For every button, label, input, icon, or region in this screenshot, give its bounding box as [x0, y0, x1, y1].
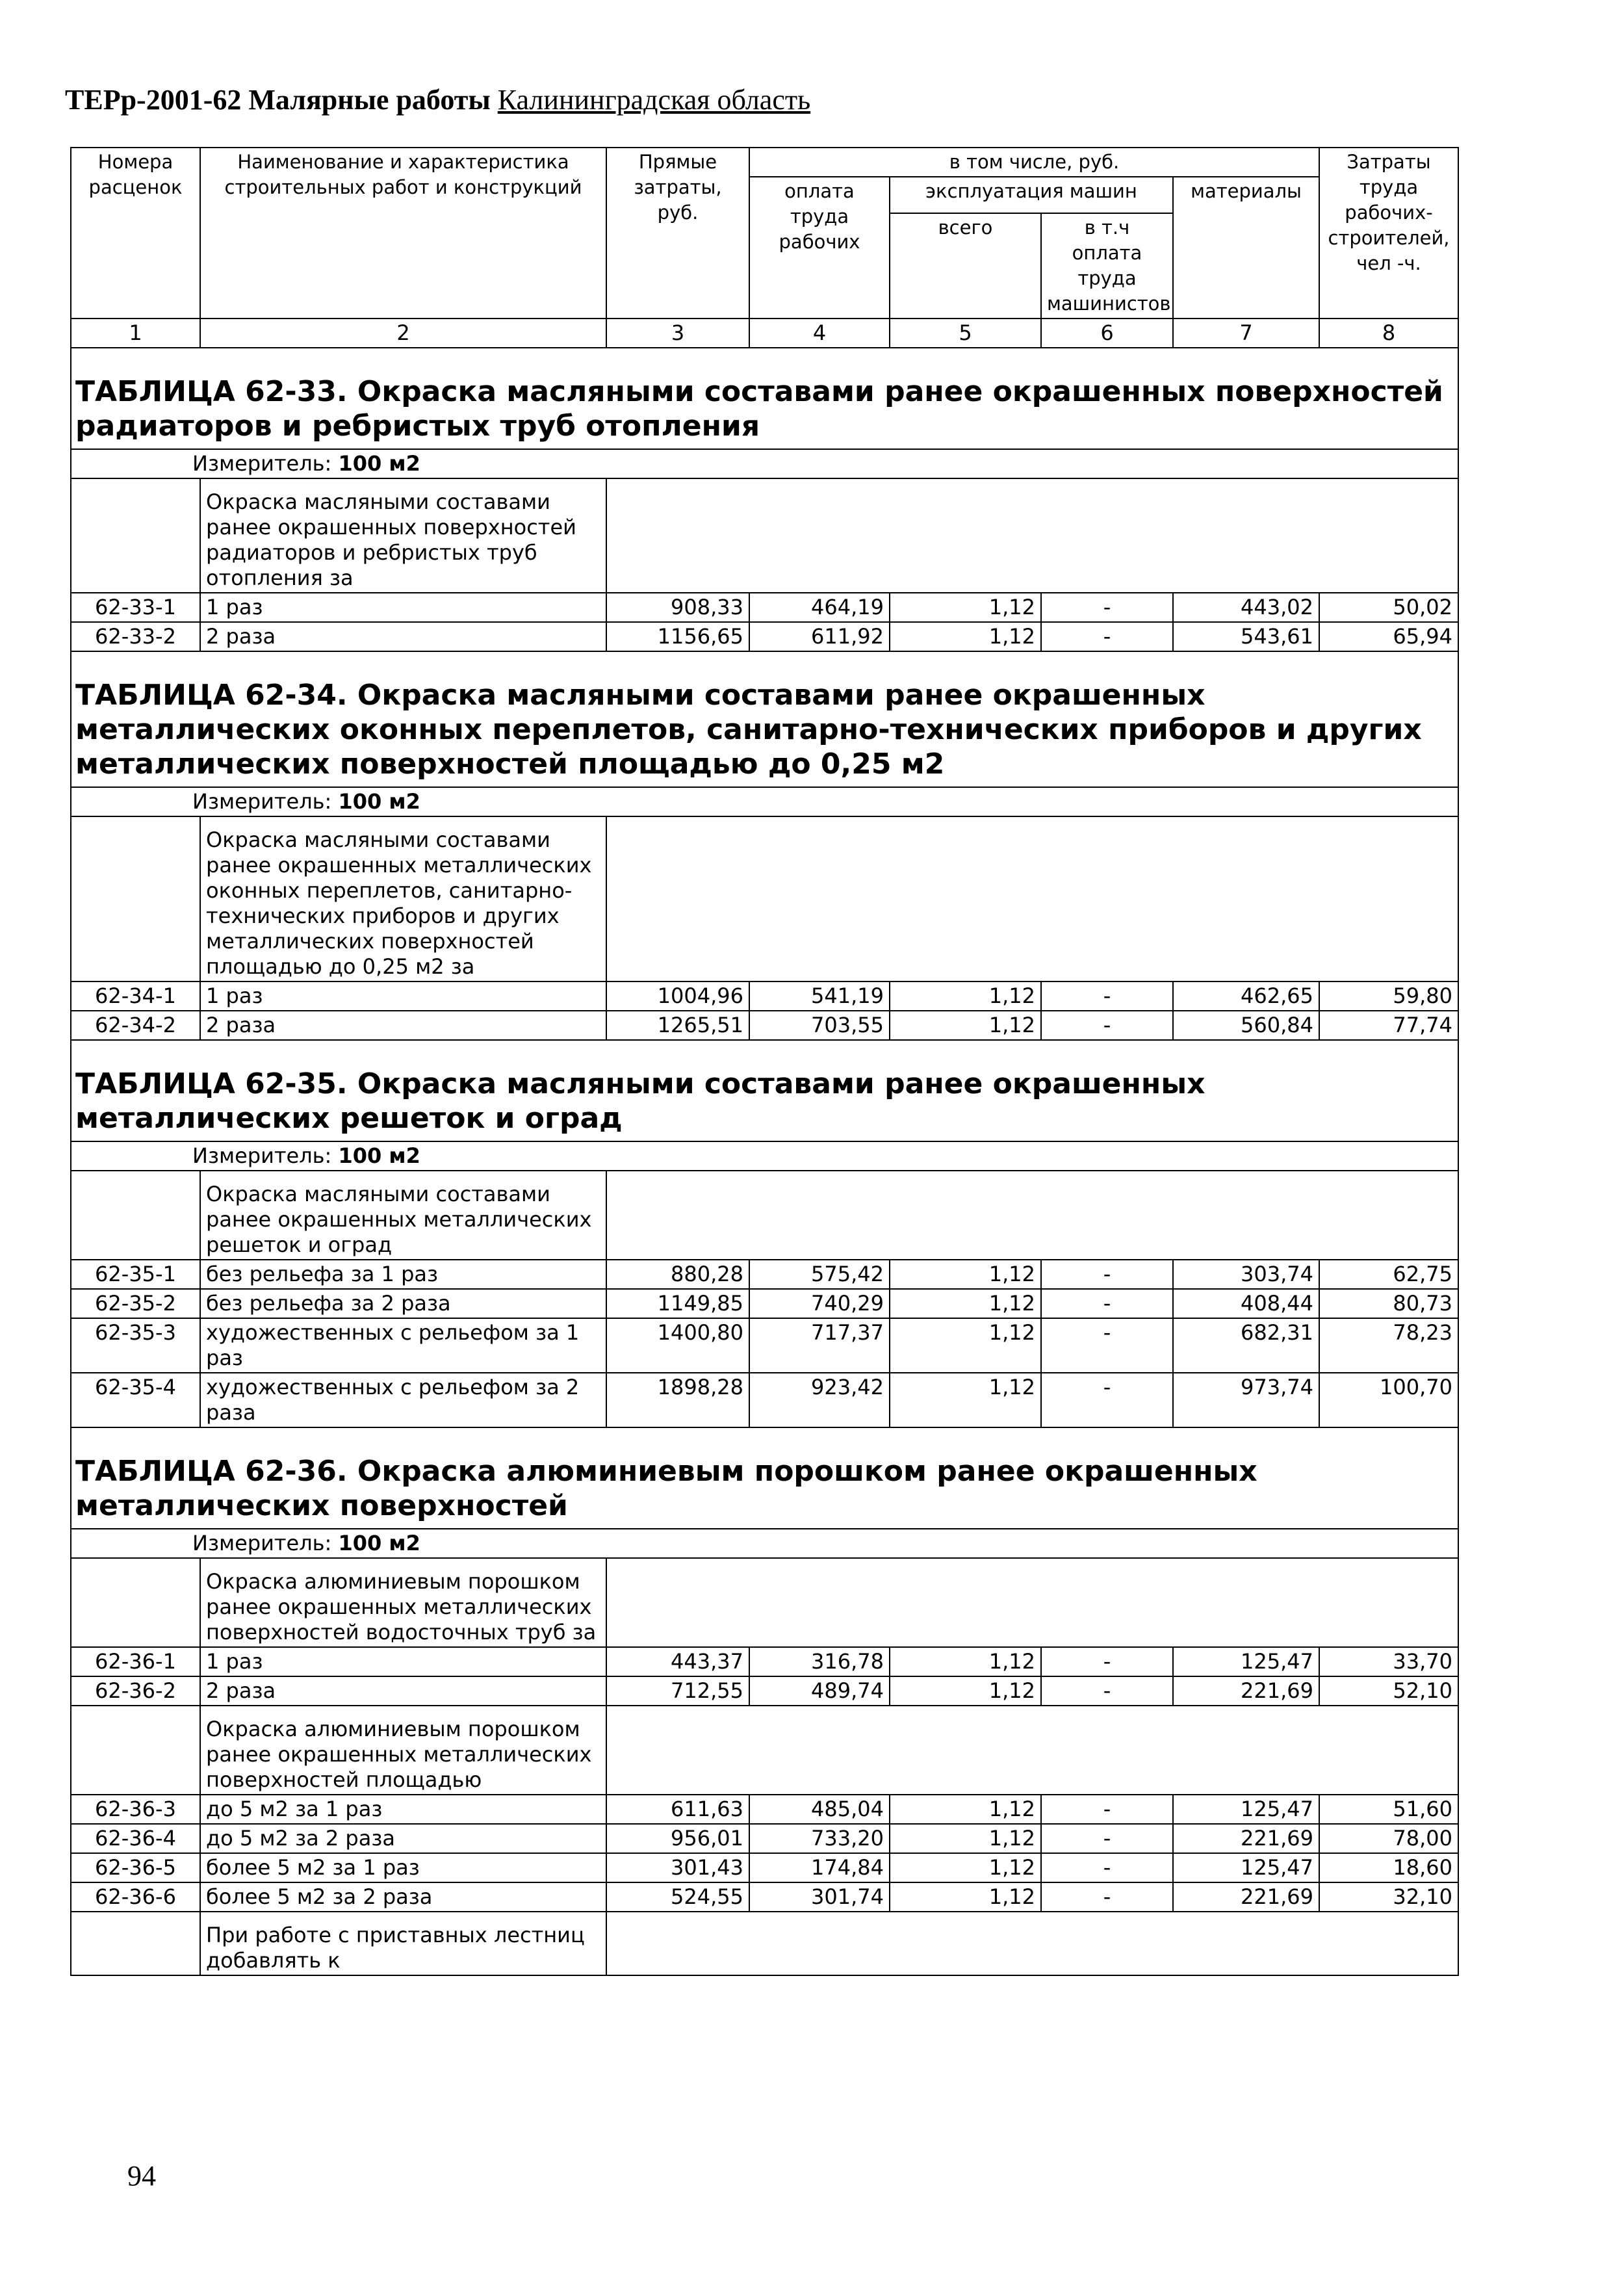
measure-value: 100 м2: [338, 1143, 420, 1168]
work-description: Окраска масляными составами ранее окрашенных металлических оконных переплетов, санитарно-технических приборов и других металлических поверхностей площадью до 0,25 м2 за: [200, 816, 606, 982]
section-title-row: [71, 1040, 1458, 1141]
column-number: 8: [1319, 318, 1458, 348]
operator-pay: -: [1041, 1260, 1173, 1289]
rate-code: 62-36-5: [71, 1853, 200, 1882]
direct-costs: 956,01: [606, 1824, 749, 1853]
worker-pay: 611,92: [749, 622, 890, 651]
machines-total: 1,12: [890, 1260, 1041, 1289]
table-row: [71, 1373, 1458, 1427]
section-title: ТАБЛИЦА 62-34. Окраска масляными составами ранее окрашенных металлических оконных переплетов, санитарно-технических приборов и других металлических поверхностей площадью до 0,25 м2: [71, 651, 1458, 787]
empty-cell: [606, 1912, 1458, 1975]
operator-pay: -: [1041, 1289, 1173, 1318]
labor-hours: 51,60: [1319, 1795, 1458, 1824]
page-number: 94: [127, 2160, 156, 2192]
empty-cell: [71, 1706, 200, 1795]
empty-cell: [606, 1171, 1458, 1260]
worker-pay: 485,04: [749, 1795, 890, 1824]
table-row: [71, 1882, 1458, 1912]
rate-code: 62-35-4: [71, 1373, 200, 1427]
rate-code: 62-36-3: [71, 1795, 200, 1824]
worker-pay: 923,42: [749, 1373, 890, 1427]
section-title: ТАБЛИЦА 62-36. Окраска алюминиевым порошком ранее окрашенных металлических поверхностей: [71, 1427, 1458, 1529]
rate-code: 62-35-2: [71, 1289, 200, 1318]
operator-pay: -: [1041, 593, 1173, 622]
direct-costs: 880,28: [606, 1260, 749, 1289]
operator-pay: -: [1041, 1647, 1173, 1676]
measure-row: [71, 449, 1458, 478]
table-row: [71, 1853, 1458, 1882]
operator-pay: -: [1041, 1824, 1173, 1853]
description-row: [71, 1558, 1458, 1647]
direct-costs: 611,63: [606, 1795, 749, 1824]
column-numbers-row: [71, 318, 1458, 348]
header-including-group: в том числе, руб.: [749, 148, 1319, 177]
materials: 221,69: [1173, 1824, 1319, 1853]
labor-hours: 52,10: [1319, 1676, 1458, 1706]
operator-pay: -: [1041, 1011, 1173, 1040]
rate-code: 62-36-6: [71, 1882, 200, 1912]
header-direct-costs: Прямые затраты, руб.: [606, 148, 749, 318]
machines-total: 1,12: [890, 1795, 1041, 1824]
rate-code: 62-36-1: [71, 1647, 200, 1676]
table-row: [71, 1318, 1458, 1373]
machines-total: 1,12: [890, 622, 1041, 651]
machines-total: 1,12: [890, 1853, 1041, 1882]
operator-pay: -: [1041, 1676, 1173, 1706]
materials: 303,74: [1173, 1260, 1319, 1289]
rate-name: более 5 м2 за 1 раз: [200, 1853, 606, 1882]
column-number: 7: [1173, 318, 1319, 348]
rate-name: 2 раза: [200, 1011, 606, 1040]
header-labor-hours: Затраты труда рабочих-строителей, чел -ч.: [1319, 148, 1458, 318]
machines-total: 1,12: [890, 1882, 1041, 1912]
worker-pay: 541,19: [749, 982, 890, 1011]
empty-cell: [606, 816, 1458, 982]
materials: 443,02: [1173, 593, 1319, 622]
empty-cell: [71, 816, 200, 982]
machines-total: 1,12: [890, 982, 1041, 1011]
column-number: 4: [749, 318, 890, 348]
measure-row: [71, 1529, 1458, 1558]
labor-hours: 18,60: [1319, 1853, 1458, 1882]
machines-total: 1,12: [890, 593, 1041, 622]
operator-pay: -: [1041, 1853, 1173, 1882]
header-codes: Номера расценок: [71, 148, 200, 318]
section-title: ТАБЛИЦА 62-33. Окраска масляными составами ранее окрашенных поверхностей радиаторов и ребристых труб отопления: [71, 348, 1458, 449]
materials: 973,74: [1173, 1373, 1319, 1427]
machines-total: 1,12: [890, 1011, 1041, 1040]
labor-hours: 100,70: [1319, 1373, 1458, 1427]
direct-costs: 1004,96: [606, 982, 749, 1011]
measure-unit: [71, 1141, 1458, 1171]
labor-hours: 32,10: [1319, 1882, 1458, 1912]
direct-costs: 443,37: [606, 1647, 749, 1676]
header-machines-total: всего: [890, 213, 1041, 318]
machines-total: 1,12: [890, 1676, 1041, 1706]
worker-pay: 489,74: [749, 1676, 890, 1706]
empty-cell: [606, 478, 1458, 593]
section-title-row: [71, 651, 1458, 787]
rate-name: 1 раз: [200, 982, 606, 1011]
measure-value: 100 м2: [338, 789, 420, 814]
labor-hours: 65,94: [1319, 622, 1458, 651]
measure-row: [71, 1141, 1458, 1171]
measure-label: Измеритель:: [192, 1143, 332, 1168]
column-number: 3: [606, 318, 749, 348]
rate-name: более 5 м2 за 2 раза: [200, 1882, 606, 1912]
measure-unit: [71, 449, 1458, 478]
measure-label: Измеритель:: [192, 451, 332, 476]
table-row: [71, 982, 1458, 1011]
worker-pay: 174,84: [749, 1853, 890, 1882]
empty-cell: [71, 1171, 200, 1260]
work-description: Окраска масляными составами ранее окрашенных металлических решеток и оград: [200, 1171, 606, 1260]
work-description: При работе с приставных лестниц добавлять к: [200, 1912, 606, 1975]
header-name: Наименование и характеристика строительных работ и конструкций: [200, 148, 606, 318]
direct-costs: 1265,51: [606, 1011, 749, 1040]
rate-code: 62-33-1: [71, 593, 200, 622]
direct-costs: 524,55: [606, 1882, 749, 1912]
table-row: [71, 1824, 1458, 1853]
operator-pay: -: [1041, 1795, 1173, 1824]
labor-hours: 33,70: [1319, 1647, 1458, 1676]
table-row: [71, 593, 1458, 622]
materials: 221,69: [1173, 1882, 1319, 1912]
table-row: [71, 1647, 1458, 1676]
materials: 125,47: [1173, 1647, 1319, 1676]
rate-code: 62-35-1: [71, 1260, 200, 1289]
table-row: [71, 1795, 1458, 1824]
worker-pay: 740,29: [749, 1289, 890, 1318]
direct-costs: 908,33: [606, 593, 749, 622]
description-row: [71, 1706, 1458, 1795]
materials: 125,47: [1173, 1853, 1319, 1882]
column-number: 1: [71, 318, 200, 348]
section-title-row: [71, 348, 1458, 449]
worker-pay: 733,20: [749, 1824, 890, 1853]
worker-pay: 575,42: [749, 1260, 890, 1289]
direct-costs: 1149,85: [606, 1289, 749, 1318]
direct-costs: 1898,28: [606, 1373, 749, 1427]
section-title-row: [71, 1427, 1458, 1529]
measure-row: [71, 787, 1458, 816]
table-row: [71, 1676, 1458, 1706]
worker-pay: 703,55: [749, 1011, 890, 1040]
rate-name: художественных с рельефом за 2 раза: [200, 1373, 606, 1427]
measure-unit: [71, 787, 1458, 816]
header-machines: эксплуатация машин: [890, 177, 1173, 213]
labor-hours: 50,02: [1319, 593, 1458, 622]
machines-total: 1,12: [890, 1373, 1041, 1427]
materials: 408,44: [1173, 1289, 1319, 1318]
materials: 543,61: [1173, 622, 1319, 651]
rate-name: 1 раз: [200, 593, 606, 622]
table-row: [71, 1260, 1458, 1289]
empty-cell: [71, 478, 200, 593]
materials: 682,31: [1173, 1318, 1319, 1373]
table-row: [71, 1011, 1458, 1040]
header-materials: материалы: [1173, 177, 1319, 318]
description-row: [71, 1171, 1458, 1260]
empty-cell: [71, 1912, 200, 1975]
machines-total: 1,12: [890, 1318, 1041, 1373]
rate-name: до 5 м2 за 2 раза: [200, 1824, 606, 1853]
column-number: 2: [200, 318, 606, 348]
column-number: 5: [890, 318, 1041, 348]
price-table: [70, 147, 1459, 1976]
machines-total: 1,12: [890, 1647, 1041, 1676]
worker-pay: 301,74: [749, 1882, 890, 1912]
labor-hours: 62,75: [1319, 1260, 1458, 1289]
rate-name: 2 раза: [200, 622, 606, 651]
work-description: Окраска алюминиевым порошком ранее окрашенных металлических поверхностей площадью: [200, 1706, 606, 1795]
operator-pay: -: [1041, 622, 1173, 651]
section-title: ТАБЛИЦА 62-35. Окраска масляными составами ранее окрашенных металлических решеток и оград: [71, 1040, 1458, 1141]
rate-code: 62-36-4: [71, 1824, 200, 1853]
measure-label: Измеритель:: [192, 1531, 332, 1555]
rate-name: до 5 м2 за 1 раз: [200, 1795, 606, 1824]
measure-value: 100 м2: [338, 1531, 420, 1555]
machines-total: 1,12: [890, 1824, 1041, 1853]
rate-name: без рельефа за 2 раза: [200, 1289, 606, 1318]
empty-cell: [606, 1558, 1458, 1647]
direct-costs: 301,43: [606, 1853, 749, 1882]
description-row: [71, 478, 1458, 593]
materials: 125,47: [1173, 1795, 1319, 1824]
rate-code: 62-36-2: [71, 1676, 200, 1706]
operator-pay: -: [1041, 1318, 1173, 1373]
measure-label: Измеритель:: [192, 789, 332, 814]
rate-name: 2 раза: [200, 1676, 606, 1706]
rate-code: 62-35-3: [71, 1318, 200, 1373]
materials: 462,65: [1173, 982, 1319, 1011]
direct-costs: 712,55: [606, 1676, 749, 1706]
document-title-region: Калининградская область: [497, 84, 811, 116]
machines-total: 1,12: [890, 1289, 1041, 1318]
work-description: Окраска масляными составами ранее окрашенных поверхностей радиаторов и ребристых труб отопления за: [200, 478, 606, 593]
work-description: Окраска алюминиевым порошком ранее окрашенных металлических поверхностей водосточных труб за: [200, 1558, 606, 1647]
description-row: [71, 1912, 1458, 1975]
direct-costs: 1156,65: [606, 622, 749, 651]
operator-pay: -: [1041, 982, 1173, 1011]
worker-pay: 316,78: [749, 1647, 890, 1676]
table-row: [71, 622, 1458, 651]
empty-cell: [606, 1706, 1458, 1795]
labor-hours: 78,00: [1319, 1824, 1458, 1853]
rate-code: 62-34-1: [71, 982, 200, 1011]
price-table-frame: [70, 147, 1458, 2154]
rate-code: 62-33-2: [71, 622, 200, 651]
description-row: [71, 816, 1458, 982]
rate-name: художественных с рельефом за 1 раз: [200, 1318, 606, 1373]
materials: 560,84: [1173, 1011, 1319, 1040]
document-title-main: ТЕРр-2001-62 Малярные работы: [65, 84, 491, 116]
labor-hours: 59,80: [1319, 982, 1458, 1011]
empty-cell: [71, 1558, 200, 1647]
measure-unit: [71, 1529, 1458, 1558]
column-number: 6: [1041, 318, 1173, 348]
header-operator-pay: в т.ч оплата труда машинистов: [1041, 213, 1173, 318]
rate-name: 1 раз: [200, 1647, 606, 1676]
direct-costs: 1400,80: [606, 1318, 749, 1373]
rate-code: 62-34-2: [71, 1011, 200, 1040]
worker-pay: 464,19: [749, 593, 890, 622]
table-row: [71, 1289, 1458, 1318]
measure-value: 100 м2: [338, 451, 420, 476]
labor-hours: 77,74: [1319, 1011, 1458, 1040]
labor-hours: 80,73: [1319, 1289, 1458, 1318]
header-worker-pay: оплата труда рабочих: [749, 177, 890, 318]
worker-pay: 717,37: [749, 1318, 890, 1373]
document-title: [65, 83, 810, 116]
materials: 221,69: [1173, 1676, 1319, 1706]
operator-pay: -: [1041, 1882, 1173, 1912]
rate-name: без рельефа за 1 раз: [200, 1260, 606, 1289]
operator-pay: -: [1041, 1373, 1173, 1427]
labor-hours: 78,23: [1319, 1318, 1458, 1373]
